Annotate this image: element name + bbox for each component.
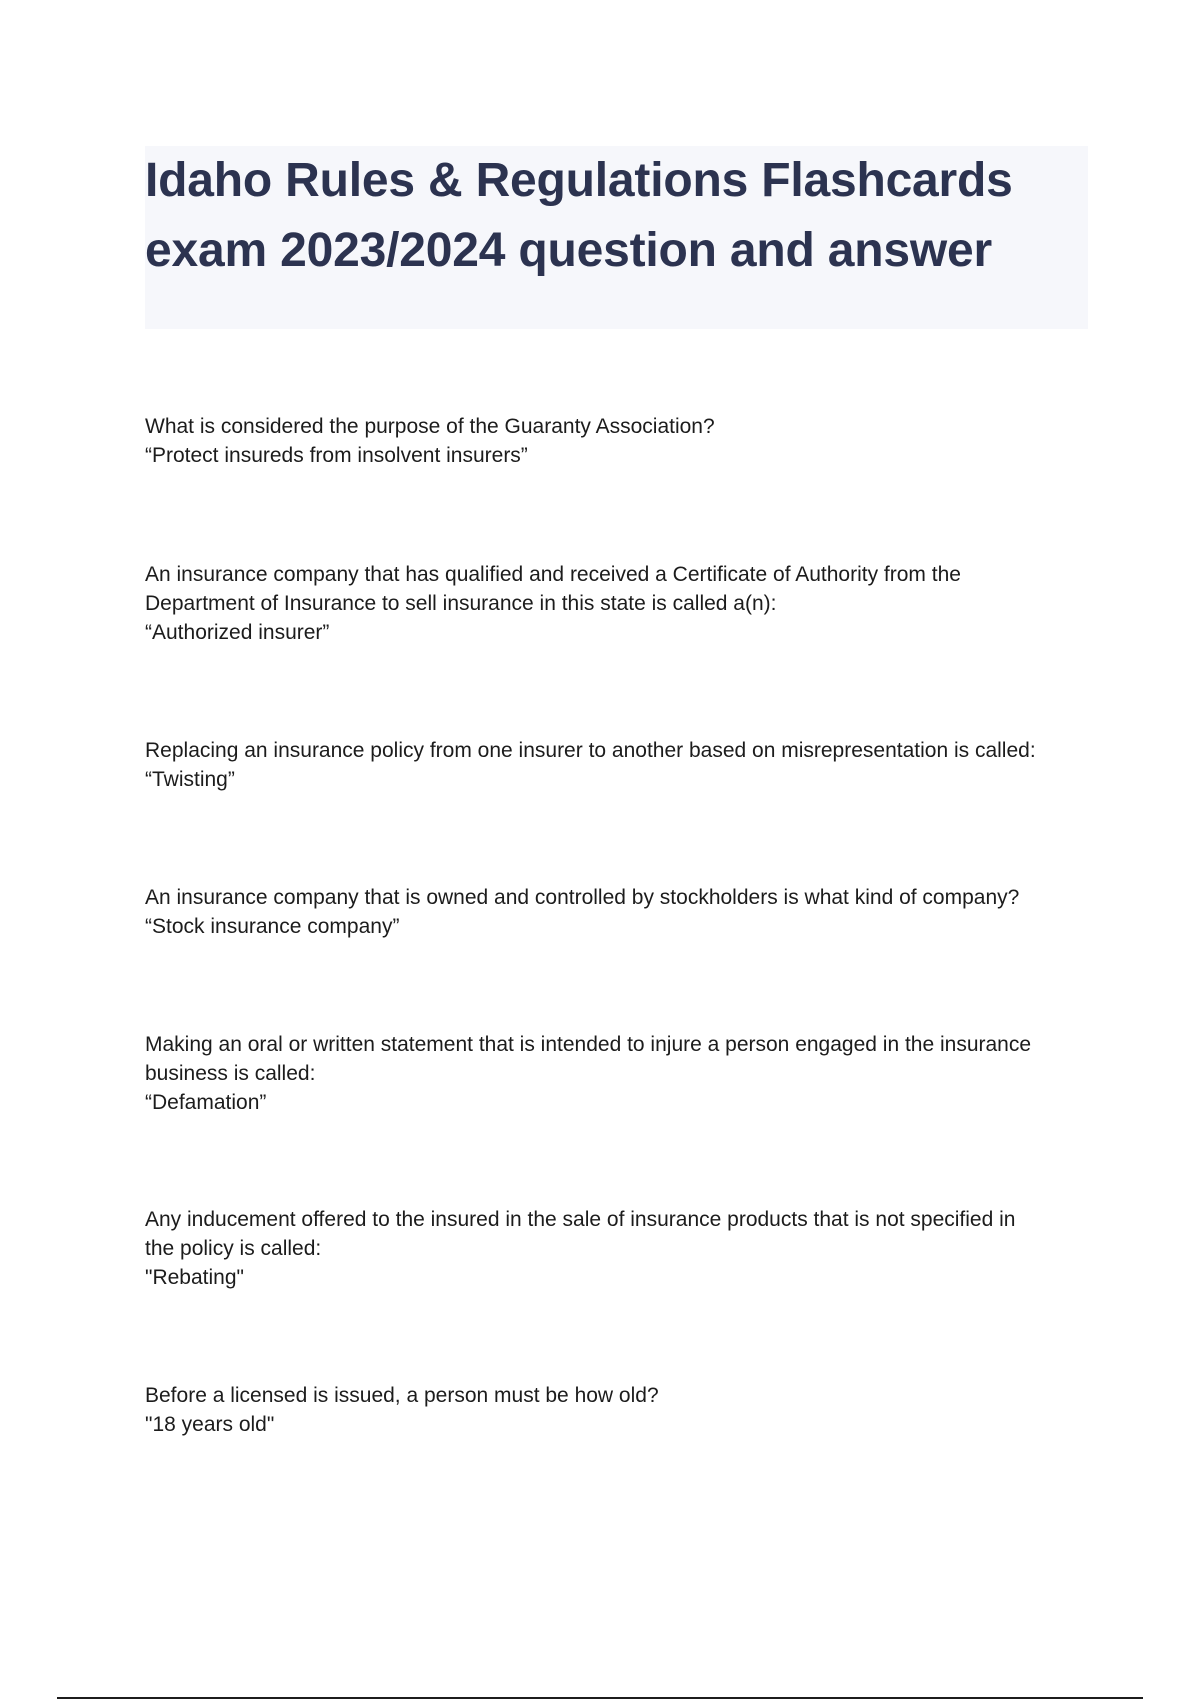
qa-item <box>145 1381 1095 1439</box>
question-text: Before a licensed is issued, a person must be how old? <box>145 1384 659 1407</box>
question-text: Replacing an insurance policy from one insurer to another based on misrepresentation is called: <box>145 739 1036 762</box>
title-line-1: Idaho Rules & Regulations Flashcards <box>145 154 1013 207</box>
question-text: Making an oral or written statement that is intended to injure a person engaged in the insurance business is called: <box>145 1033 1032 1085</box>
title-line-2: exam 2023/2024 question and answer <box>145 224 992 277</box>
title-block <box>145 146 1088 329</box>
question-text: Any inducement offered to the insured in the sale of insurance products that is not specified in the policy is called: <box>145 1208 1016 1260</box>
question-text: What is considered the purpose of the Guaranty Association? <box>145 415 715 438</box>
qa-item <box>145 560 1095 647</box>
question-text: An insurance company that has qualified and received a Certificate of Authority from the Department of Insurance to sell insurance in this state is called a(n): <box>145 563 961 615</box>
answer-text: “Defamation” <box>145 1091 267 1114</box>
qa-item <box>145 883 1095 941</box>
document-title <box>145 146 1088 286</box>
qa-item <box>145 412 1095 470</box>
qa-item <box>145 1030 1095 1117</box>
answer-text: "Rebating" <box>145 1266 244 1289</box>
answer-text: "18 years old" <box>145 1413 275 1436</box>
question-text: An insurance company that is owned and controlled by stockholders is what kind of company? <box>145 886 1020 909</box>
answer-text: “Stock insurance company” <box>145 915 400 938</box>
answer-text: “Authorized insurer” <box>145 621 330 644</box>
answer-text: “Protect insureds from insolvent insurers” <box>145 444 528 467</box>
answer-text: “Twisting” <box>145 768 235 791</box>
page-bottom-divider <box>57 1697 1143 1699</box>
qa-item <box>145 1205 1095 1292</box>
qa-item <box>145 736 1095 794</box>
